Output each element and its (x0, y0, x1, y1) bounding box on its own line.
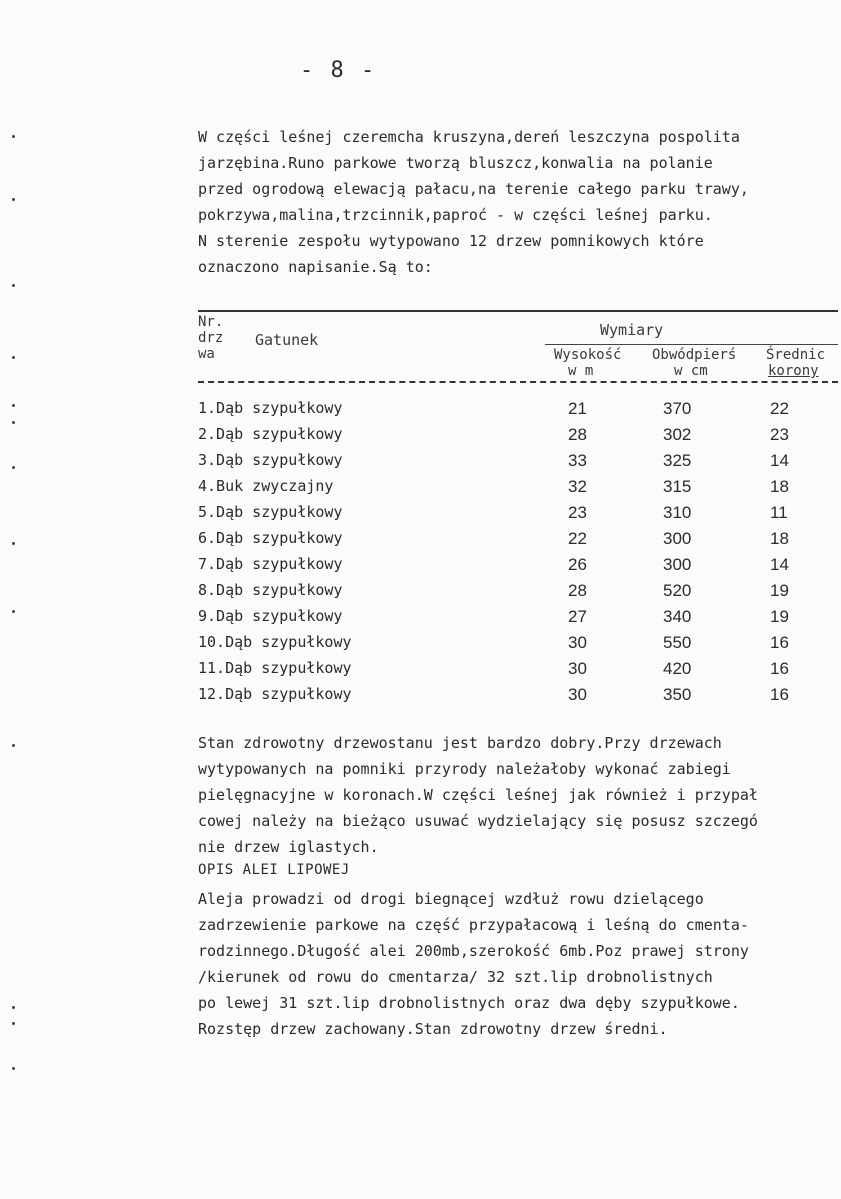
tree-circumference: 420 (663, 659, 692, 678)
table-row (198, 447, 838, 473)
tree-name: 12.Dąb szypułkowy (198, 685, 352, 703)
tree-height: 30 (568, 659, 587, 678)
text-line: Stan zdrowotny drzewostanu jest bardzo dobry.Przy drzewach (198, 734, 722, 752)
margin-mark (12, 198, 15, 201)
header-circumference-line: Obwódpierś (652, 347, 737, 363)
table-row (198, 525, 838, 551)
tree-name: 1.Dąb szypułkowy (198, 399, 343, 417)
text-line: przed ogrodową elewacją pałacu,na terenie całego parku trawy, (198, 180, 749, 198)
table-header-rule (198, 381, 838, 383)
tree-circumference: 340 (663, 607, 692, 626)
tree-height: 28 (568, 425, 587, 444)
text-line: oznaczono napisanie.Są to: (198, 258, 433, 276)
text-line: pokrzywa,malina,trzcinnik,paproć - w części leśnej parku. (198, 206, 713, 224)
tree-name: 2.Dąb szypułkowy (198, 425, 343, 443)
tree-crown: 16 (770, 633, 789, 652)
margin-mark (12, 1067, 15, 1070)
margin-mark (12, 356, 15, 359)
tree-crown: 16 (770, 659, 789, 678)
text-line: po lewej 31 szt.lip drobnolistnych oraz dwa dęby szypułkowe. (198, 994, 740, 1012)
alley-paragraph (198, 886, 838, 1042)
margin-mark (12, 404, 15, 407)
text-line: jarzębina.Runo parkowe tworzą bluszcz,konwalia na polanie (198, 154, 713, 172)
text-line: pielęgnacyjne w koronach.W części leśnej jak również i przypał (198, 786, 758, 804)
text-line: rodzinnego.Długość alei 200mb,szerokość 6mb.Poz prawej strony (198, 942, 749, 960)
margin-mark (12, 744, 15, 747)
header-nr-line: Nr. (198, 314, 224, 330)
section-heading: OPIS ALEI LIPOWEJ (198, 862, 350, 878)
tree-height: 28 (568, 581, 587, 600)
tree-name: 3.Dąb szypułkowy (198, 451, 343, 469)
header-nr-line: drz (198, 330, 224, 346)
tree-height: 32 (568, 477, 587, 496)
header-circumference-unit: w cm (674, 363, 708, 379)
header-height-unit: w m (568, 363, 594, 379)
table-row (198, 421, 838, 447)
text-line: wytypowanych na pomniki przyrody należałoby wykonać zabiegi (198, 760, 731, 778)
tree-circumference: 310 (663, 503, 692, 522)
tree-crown: 19 (770, 607, 789, 626)
margin-mark (12, 421, 15, 424)
tree-crown: 11 (770, 503, 788, 522)
header-height-line: Wysokość (554, 347, 622, 363)
health-paragraph (198, 730, 838, 860)
page-number: - 8 - (300, 58, 377, 83)
tree-name: 6.Dąb szypułkowy (198, 529, 343, 547)
tree-circumference: 370 (663, 399, 692, 418)
tree-circumference: 302 (663, 425, 692, 444)
header-crown-unit: korony (768, 363, 819, 379)
tree-name: 4.Buk zwyczajny (198, 477, 334, 495)
tree-height: 23 (568, 503, 587, 522)
tree-circumference: 550 (663, 633, 692, 652)
tree-circumference: 315 (663, 477, 692, 496)
margin-mark (12, 1022, 15, 1025)
header-nr-line: wa (198, 346, 215, 362)
tree-crown: 18 (770, 477, 789, 496)
text-line: nie drzew iglastych. (198, 838, 379, 856)
text-line: /kierunek od rowu do cmentarza/ 32 szt.lip drobnolistnych (198, 968, 713, 986)
tree-height: 30 (568, 685, 587, 704)
tree-height: 26 (568, 555, 587, 574)
margin-mark (12, 542, 15, 545)
text-line: cowej należy na bieżąco usuwać wydzielający się posusz szczegó (198, 812, 758, 830)
tree-height: 22 (568, 529, 587, 548)
header-circumference (652, 347, 736, 379)
tree-name: 11.Dąb szypułkowy (198, 659, 352, 677)
tree-circumference: 300 (663, 529, 692, 548)
table-row (198, 603, 838, 629)
tree-height: 33 (568, 451, 587, 470)
tree-name: 5.Dąb szypułkowy (198, 503, 343, 521)
tree-circumference: 325 (663, 451, 692, 470)
table-row (198, 395, 838, 421)
tree-crown: 22 (770, 399, 789, 418)
tree-crown: 19 (770, 581, 789, 600)
tree-name: 7.Dąb szypułkowy (198, 555, 343, 573)
tree-crown: 14 (770, 451, 789, 470)
header-species: Gatunek (255, 331, 319, 349)
tree-crown: 14 (770, 555, 789, 574)
table-row (198, 577, 838, 603)
dimensions-underline (545, 344, 838, 345)
tree-height: 21 (568, 399, 587, 418)
tree-circumference: 520 (663, 581, 692, 600)
tree-name: 9.Dąb szypułkowy (198, 607, 343, 625)
table-row (198, 655, 838, 681)
tree-crown: 16 (770, 685, 789, 704)
table-row (198, 681, 838, 707)
text-line: zadrzewienie parkowe na część przypałacową i leśną do cmenta- (198, 916, 749, 934)
tree-name: 10.Dąb szypułkowy (198, 633, 352, 651)
tree-name: 8.Dąb szypułkowy (198, 581, 343, 599)
tree-circumference: 300 (663, 555, 692, 574)
tree-table-body (198, 395, 838, 707)
margin-mark (12, 466, 15, 469)
tree-height: 30 (568, 633, 587, 652)
tree-height: 27 (568, 607, 587, 626)
header-nr (198, 314, 223, 362)
text-line: Aleja prowadzi od drogi biegnącej wzdłuż rowu dzielącego (198, 890, 704, 908)
header-crown (766, 347, 825, 379)
header-dimensions: Wymiary (600, 321, 664, 339)
margin-mark (12, 610, 15, 613)
header-height (554, 347, 621, 379)
tree-circumference: 350 (663, 685, 692, 704)
intro-paragraph (198, 124, 838, 280)
table-row (198, 551, 838, 577)
text-line: N sterenie zespołu wytypowano 12 drzew pomnikowych które (198, 232, 704, 250)
margin-mark (12, 135, 15, 138)
margin-mark (12, 1006, 15, 1009)
table-row (198, 473, 838, 499)
table-row (198, 499, 838, 525)
text-line: Rozstęp drzew zachowany.Stan zdrowotny drzew średni. (198, 1020, 668, 1038)
margin-mark (12, 284, 15, 287)
table-row (198, 629, 838, 655)
header-crown-line: Średnic (766, 347, 826, 363)
tree-crown: 23 (770, 425, 789, 444)
tree-crown: 18 (770, 529, 789, 548)
text-line: W części leśnej czeremcha kruszyna,dereń leszczyna pospolita (198, 128, 740, 146)
table-top-rule (198, 310, 838, 312)
